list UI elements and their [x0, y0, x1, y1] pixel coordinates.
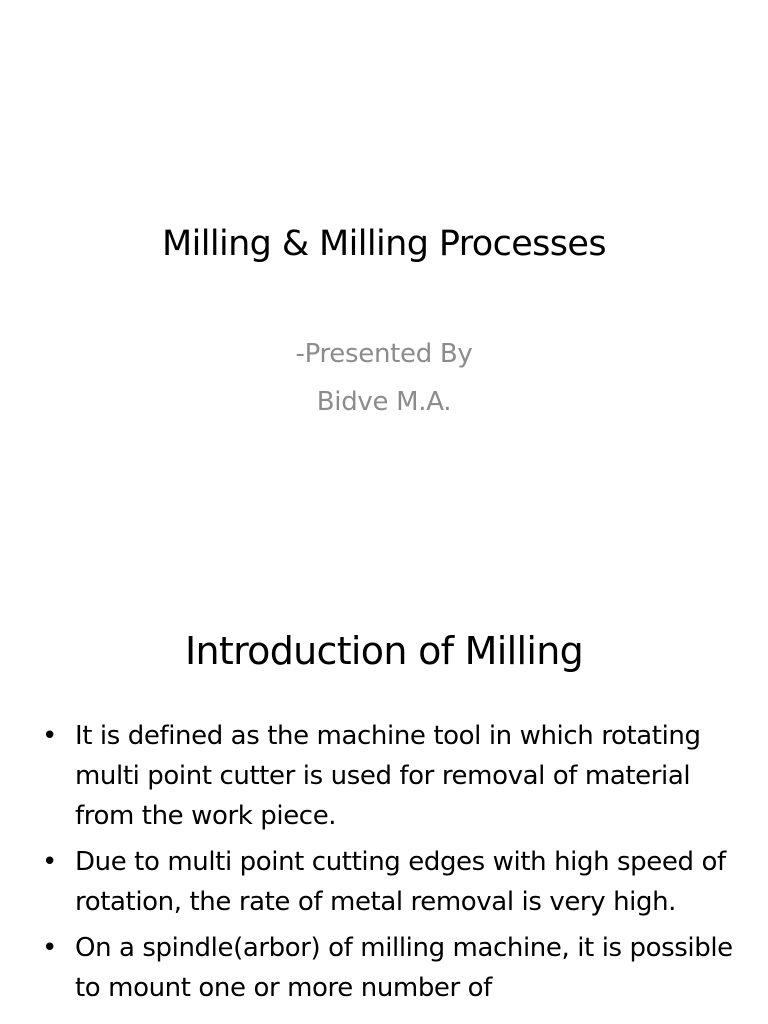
bullet-item: [0, 842, 768, 922]
bullet-list: [0, 716, 768, 1014]
section-title: Introduction of Milling: [184, 629, 584, 673]
bullet-marker: •: [42, 933, 57, 963]
bullet-text: Due to multi point cutting edges with high speed of rotation, the rate of metal removal is very high.: [75, 847, 726, 917]
presenter-name: Bidve M.A.: [316, 387, 452, 417]
bullet-text: It is defined as the machine tool in which rotating multi point cutter is used for removal of material from the work piece.: [75, 721, 701, 831]
bullet-marker: •: [42, 721, 57, 751]
slide-title: Milling & Milling Processes: [162, 224, 606, 264]
bullet-item: [0, 716, 768, 836]
presenter-label: -Presented By: [295, 339, 473, 369]
bullet-item: [0, 928, 768, 1008]
bullet-marker: •: [42, 847, 57, 877]
bullet-text: On a spindle(arbor) of milling machine, it is possible to mount one or more number of: [75, 933, 733, 1003]
